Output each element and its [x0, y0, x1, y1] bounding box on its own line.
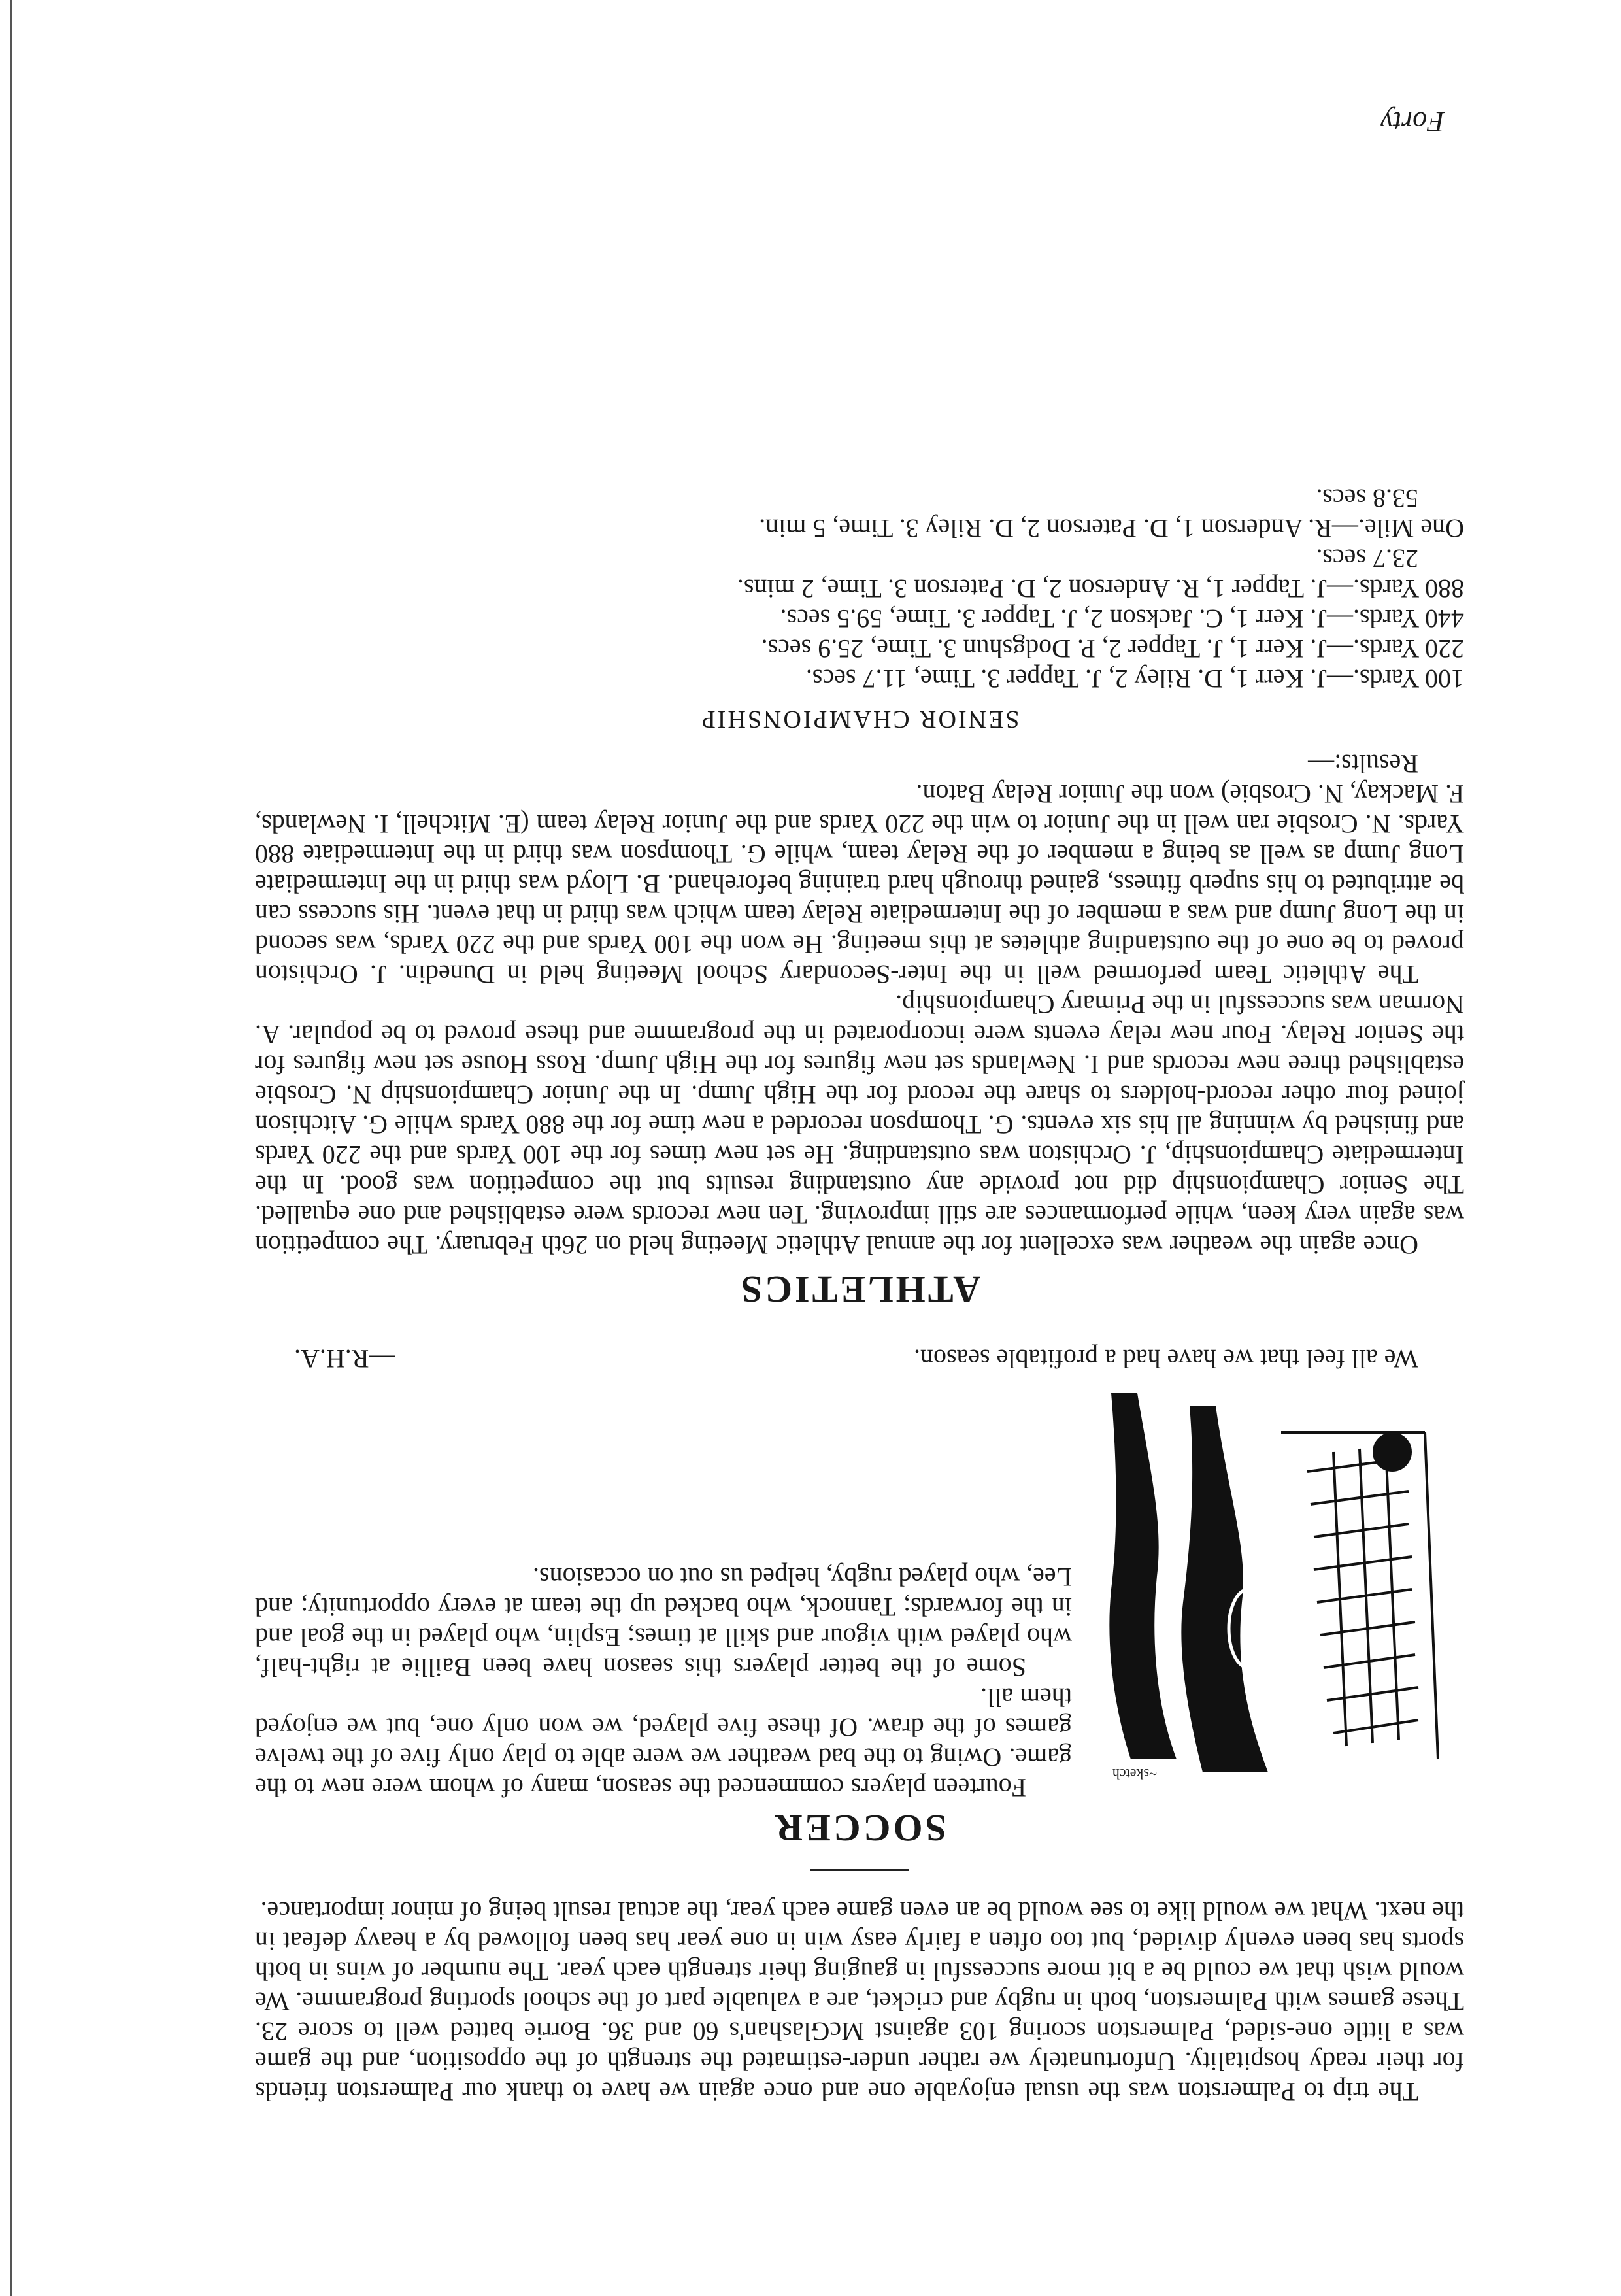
soccer-closing-row	[255, 1343, 1464, 1374]
result-one-mile-continued: 53.8 secs.	[1316, 484, 1418, 513]
page-edge-line	[10, 0, 12, 2296]
section-divider	[811, 1869, 909, 1871]
athletics-paragraph-2: The Athletic Team performed well in the Inter-Secondary School Meeting held in Dunedin. J. Orchiston proved to be one of the outstanding athletes at this meeting. He won the 100 Yards and the 220 Yards, was second in the Long Jump and was a member of the Intermediate Relay team which was third in that event. His success can be attributed to his superb fitness, gained through hard training beforehand. B. Lloyd was third in the Intermediate Long Jump as well as being a member of the Relay team, while G. Thompson was third in the Intermediate 880 Yards. N. Crosbie ran well in the Junior to win the 220 Yards and the Junior Relay team (E. Mitchell, I. Newlands, F. Mackay, N. Crosbie) won the Junior Relay Baton.	[255, 779, 1464, 989]
athletics-paragraph-1: Once again the weather was excellent for the annual Athletic Meeting held on 26th February. The competition was again very keen, while performances are still improving. Ten new records were established and one equalled. The Senior Championship did not provide any outstanding results but the competition was good. In the Intermediate Championship, J. Orchiston was outstanding. He set new times for the 100 Yards and the 220 Yards and finished by winning all his six events. G. Thompson recorded a new time for the 880 Yards while G. Aitchison joined four other record-holders to share the record for the High Jump. In the Junior Championship N. Crosbie established three new records and I. Newlands set new figures for the High Jump. Ross House set new figures for the Senior Relay. Four new relay events were incorporated in the programme and these proved to be popular. A. Norman was successful in the Primary Championship.	[255, 990, 1464, 1260]
soccer-heading: SOCCER	[773, 1807, 946, 1849]
text-column	[255, 483, 1464, 2106]
result-220-yards: 220 Yards.—J. Kerr 1, J. Tapper 2, P. Dodgshun 3. Time, 25.9 secs.	[761, 634, 1464, 664]
svg-text:~sketch: ~sketch	[1112, 1766, 1157, 1782]
soccer-paragraph-2: Some of the better players this season have been Baillie at right-half, who played with vigour and skill at times; Esplin, who played in the goal and in the forwards; Tannock, who backed up the team at every opportunity; and Lee, who played rugby, helped us out on occasions.	[255, 1562, 1072, 1682]
senior-championship-subheading: SENIOR CHAMPIONSHIP	[699, 705, 1020, 733]
results-list	[255, 483, 1464, 694]
result-100-yards: 100 Yards.—J. Kerr 1, D. Riley 2, J. Tapper 3. Time, 11.7 secs.	[805, 664, 1464, 694]
soccer-paragraph-3: We all feel that we have had a profitable season.	[914, 1344, 1418, 1374]
soccer-signature: —R.H.A.	[294, 1344, 395, 1374]
result-880-yards: 880 Yards.—J. Tapper 1, R. Anderson 2, D. Paterson 3. Time, 2 mins.	[737, 574, 1464, 603]
intro-paragraph: The trip to Palmerston was the usual enjoyable one and once again we have to thank our Palmerston friends for their ready hospitality. Unfortunately we rather under-estimated the strength of the opposition, and the game was a little one-sided, Palmerston scoring 103 against McGlashan's 60 and 36. Borrie batted well to score 23. These games with Palmerston, both in rugby and cricket, are a valuable part of the school sporting programme. We would wish that we could be a bit more successful in gauging their strength each year. The number of wins in both sports has been evenly divided, but too often a fairly easy win in one year has been followed by a heavy defeat in the next. What we would like to see would be an even game each year, the actual result being of minor importance.	[255, 1897, 1464, 2106]
results-label: Results:—	[1308, 749, 1418, 779]
result-440-yards: 440 Yards.—J. Kerr 1, C. Jackson 2, J. Tapper 3. Time, 59.5 secs.	[780, 604, 1464, 633]
soccer-paragraph-1: Fourteen players commenced the season, many of whom were new to the game. Owing to the bad weather we were able to play only five of the twelve games of the draw. Of these five played, we won only one, but we enjoyed them all.	[255, 1683, 1072, 1802]
result-one-mile: One Mile.—R. Anderson 1, D. Paterson 2, D. Riley 3. Time, 5 min.	[759, 514, 1464, 543]
soccer-player-sketch-icon	[1098, 1380, 1464, 1798]
result-880-yards-continued: 23.7 secs.	[1316, 544, 1418, 573]
page-number: Forty	[1380, 106, 1445, 138]
athletics-heading: ATHLETICS	[738, 1268, 981, 1311]
